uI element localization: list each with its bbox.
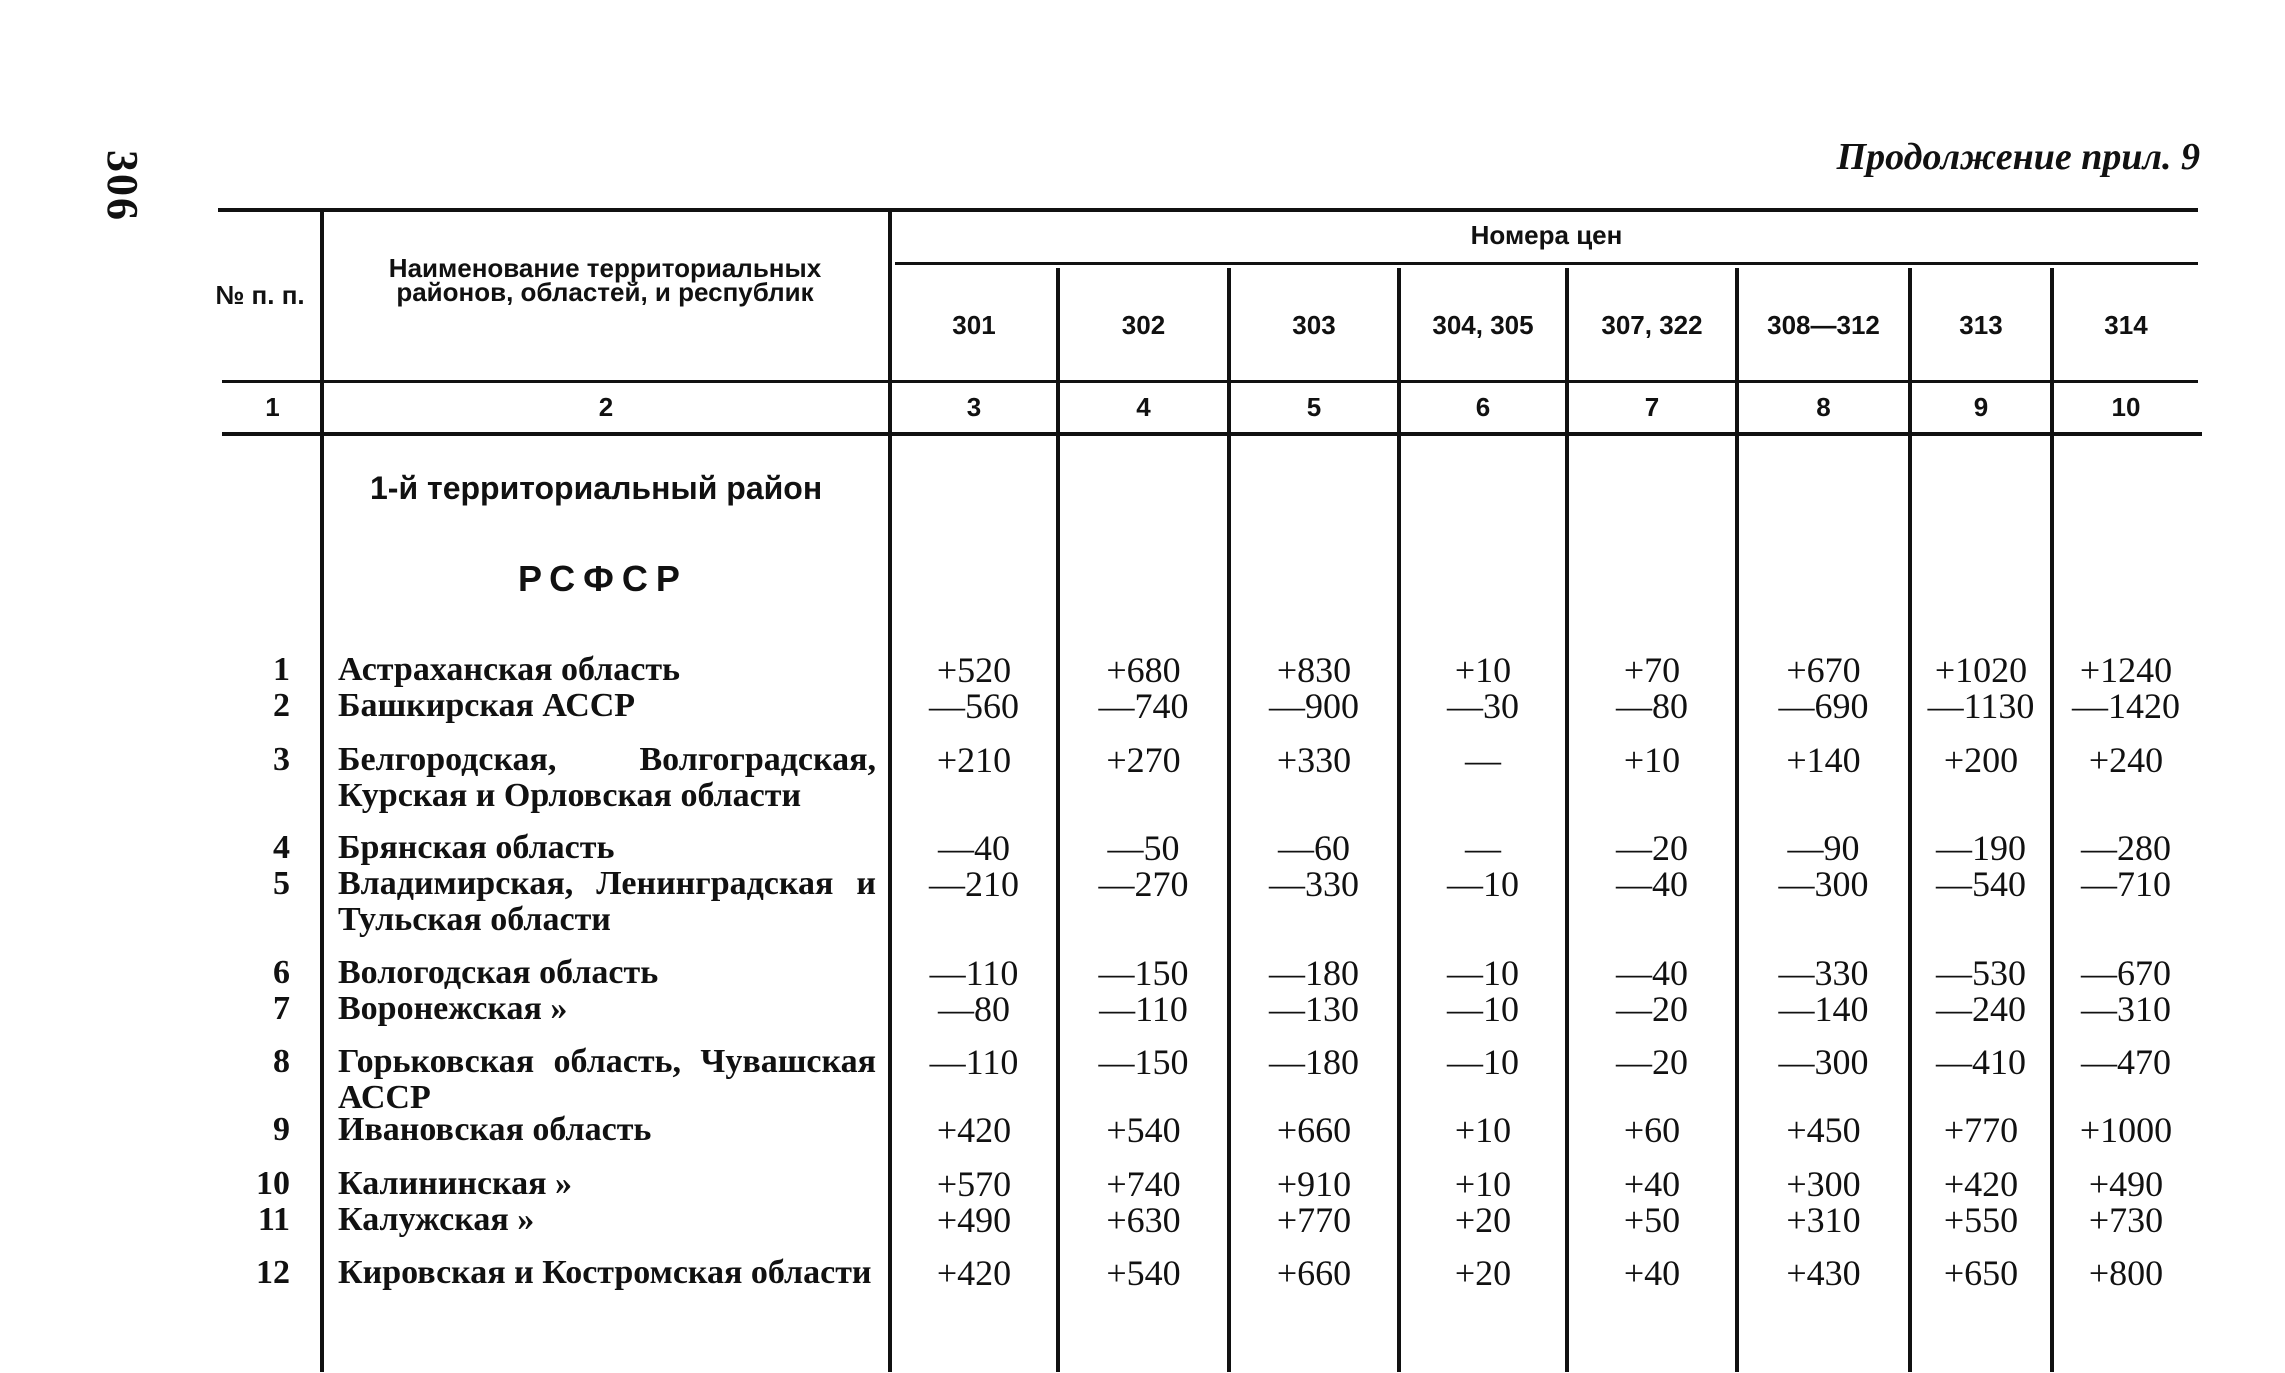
price-cell: —10 bbox=[1447, 864, 1519, 904]
row-name: Кировская и Костромская области bbox=[338, 1254, 872, 1291]
price-cell: —60 bbox=[1278, 828, 1350, 868]
colnum-6: 6 bbox=[1475, 392, 1491, 422]
price-group-rule bbox=[895, 262, 2198, 265]
price-cell: —310 bbox=[2081, 989, 2171, 1029]
table-top-rule bbox=[218, 208, 2198, 212]
colnum-2: 2 bbox=[598, 392, 614, 422]
row-name: Калужская » bbox=[338, 1201, 535, 1238]
page-number: 306 bbox=[98, 150, 147, 222]
row-number: 5 bbox=[273, 865, 290, 902]
header-bottom-rule bbox=[222, 380, 2198, 383]
row-number: 6 bbox=[273, 954, 290, 991]
price-cell: +20 bbox=[1454, 1253, 1512, 1293]
price-cell: —190 bbox=[1936, 828, 2026, 868]
price-cell: +1240 bbox=[2079, 650, 2173, 690]
colnum-5: 5 bbox=[1306, 392, 1322, 422]
price-cell: +770 bbox=[1943, 1110, 2019, 1150]
price-cell: —740 bbox=[1098, 686, 1189, 726]
price-cell: —150 bbox=[1098, 953, 1189, 993]
header-price-307-322: 307, 322 bbox=[1601, 310, 1703, 340]
header-price-301: 301 bbox=[952, 310, 996, 340]
price-cell: —900 bbox=[1269, 686, 1359, 726]
price-cell: +50 bbox=[1623, 1200, 1681, 1240]
row-name: Астраханская область bbox=[338, 651, 681, 688]
price-cell: +310 bbox=[1786, 1200, 1861, 1240]
colnum-8: 8 bbox=[1816, 392, 1831, 422]
header-col-number: № п. п. bbox=[215, 280, 305, 310]
price-cell: +10 bbox=[1454, 1110, 1512, 1150]
header-price-302: 302 bbox=[1121, 310, 1166, 340]
colnum-1: 1 bbox=[265, 392, 280, 422]
colnum-bottom-rule bbox=[222, 432, 2202, 436]
price-cell: +40 bbox=[1623, 1253, 1681, 1293]
price-cell: —1130 bbox=[1927, 686, 2035, 726]
price-cell: +830 bbox=[1276, 650, 1352, 690]
row-number: 1 bbox=[273, 651, 290, 688]
price-cell: —40 bbox=[1616, 864, 1688, 904]
price-cell: +420 bbox=[936, 1110, 1012, 1150]
price-cell: +490 bbox=[2088, 1164, 2164, 1204]
price-cell: —300 bbox=[1778, 1042, 1869, 1082]
row-number: 7 bbox=[273, 990, 290, 1027]
row-number: 4 bbox=[273, 829, 290, 866]
price-cell: +240 bbox=[2088, 740, 2164, 780]
price-cell: —470 bbox=[2081, 1042, 2171, 1082]
price-cell: —270 bbox=[1098, 864, 1189, 904]
price-cell: —410 bbox=[1936, 1042, 2026, 1082]
price-cell: +680 bbox=[1106, 650, 1181, 690]
row-name: Калининская » bbox=[338, 1165, 572, 1202]
price-cell: +770 bbox=[1276, 1200, 1352, 1240]
price-cell: —10 bbox=[1447, 1042, 1519, 1082]
price-cell: —20 bbox=[1616, 989, 1688, 1029]
row-number: 8 bbox=[273, 1043, 290, 1080]
row-number: 12 bbox=[256, 1254, 290, 1291]
price-cell: —670 bbox=[2081, 953, 2171, 993]
row-name: Ивановская область bbox=[338, 1111, 652, 1148]
price-cell: +1020 bbox=[1934, 650, 2028, 690]
price-cell: +40 bbox=[1623, 1164, 1681, 1204]
price-cell: +800 bbox=[2088, 1253, 2164, 1293]
row-name: Воронежская » bbox=[338, 990, 568, 1027]
price-cell: +550 bbox=[1943, 1200, 2019, 1240]
header-price-308-312: 308—312 bbox=[1767, 310, 1880, 340]
row-number: 10 bbox=[256, 1165, 290, 1202]
price-cell: +210 bbox=[936, 740, 1012, 780]
price-cell: +520 bbox=[936, 650, 1012, 690]
price-cell: +10 bbox=[1623, 740, 1681, 780]
price-cell: +450 bbox=[1786, 1110, 1861, 1150]
price-cell: +10 bbox=[1454, 1164, 1512, 1204]
price-cell: +60 bbox=[1623, 1110, 1681, 1150]
price-cell: +420 bbox=[936, 1253, 1012, 1293]
price-cell: —140 bbox=[1778, 989, 1869, 1029]
price-cell: — bbox=[1465, 740, 1501, 780]
price-cell: +1000 bbox=[2079, 1110, 2173, 1150]
price-cell: +740 bbox=[1106, 1164, 1181, 1204]
colnum-10: 10 bbox=[2111, 392, 2141, 422]
row-number: 11 bbox=[257, 1201, 290, 1238]
price-cell: —330 bbox=[1269, 864, 1359, 904]
district-title: 1-й территориальный район bbox=[370, 470, 823, 506]
price-cell: +670 bbox=[1786, 650, 1861, 690]
price-cell: +20 bbox=[1454, 1200, 1512, 1240]
price-cell: —110 bbox=[929, 1042, 1019, 1082]
price-cell: —90 bbox=[1787, 828, 1860, 868]
price-cell: +430 bbox=[1786, 1253, 1861, 1293]
price-cell: —30 bbox=[1447, 686, 1519, 726]
price-cell: —40 bbox=[1616, 953, 1688, 993]
price-cell: —110 bbox=[929, 953, 1019, 993]
price-cell: —80 bbox=[1616, 686, 1688, 726]
price-cell: —530 bbox=[1936, 953, 2026, 993]
price-cell: —10 bbox=[1447, 989, 1519, 1029]
price-cell: —80 bbox=[938, 989, 1010, 1029]
colnum-9: 9 bbox=[1973, 392, 1989, 422]
republic-title: РСФСР bbox=[518, 558, 688, 599]
price-cell: +540 bbox=[1106, 1253, 1181, 1293]
price-cell: +630 bbox=[1106, 1200, 1181, 1240]
row-name: Вологодская область bbox=[338, 954, 659, 991]
price-cell: —110 bbox=[1099, 989, 1188, 1029]
price-cell: +140 bbox=[1786, 740, 1861, 780]
price-cell: —560 bbox=[929, 686, 1019, 726]
row-name: Башкирская АССР bbox=[338, 687, 636, 724]
price-cell: +730 bbox=[2088, 1200, 2164, 1240]
price-cell: +300 bbox=[1786, 1164, 1861, 1204]
header-price-group: Номера цен bbox=[1470, 220, 1623, 250]
price-cell: +650 bbox=[1943, 1253, 2019, 1293]
price-cell: —20 bbox=[1616, 1042, 1688, 1082]
price-cell: —40 bbox=[938, 828, 1010, 868]
row-number: 2 bbox=[273, 687, 290, 724]
price-cell: —10 bbox=[1447, 953, 1519, 993]
price-cell: —330 bbox=[1778, 953, 1869, 993]
price-cell: +330 bbox=[1276, 740, 1352, 780]
row-number: 9 bbox=[273, 1111, 290, 1148]
row-name: Белгородская, Волгоградская, Курская и Орловская области bbox=[338, 741, 876, 814]
price-cell: —1420 bbox=[2072, 686, 2180, 726]
price-cell: —180 bbox=[1269, 953, 1359, 993]
price-cell: —280 bbox=[2081, 828, 2171, 868]
price-cell: —20 bbox=[1616, 828, 1688, 868]
row-name: Брянская область bbox=[338, 829, 615, 866]
price-cell: +490 bbox=[936, 1200, 1012, 1240]
header-col-name: Наименование территориальных районов, областей, и республик bbox=[388, 253, 822, 307]
colnum-4: 4 bbox=[1136, 392, 1151, 422]
row-number: 3 bbox=[273, 741, 290, 778]
price-cell: +200 bbox=[1943, 740, 2019, 780]
price-cell: — bbox=[1465, 828, 1501, 868]
price-cell: +10 bbox=[1454, 650, 1512, 690]
price-cell: +570 bbox=[936, 1164, 1012, 1204]
price-cell: —240 bbox=[1936, 989, 2026, 1029]
price-cell: +910 bbox=[1276, 1164, 1352, 1204]
price-cell: —210 bbox=[929, 864, 1019, 904]
col-divider-1 bbox=[320, 212, 324, 1372]
price-cell: +660 bbox=[1276, 1110, 1352, 1150]
row-name: Горьковская область, Чувашская АССР bbox=[338, 1043, 876, 1116]
colnum-7: 7 bbox=[1644, 392, 1660, 422]
price-cell: +270 bbox=[1106, 740, 1181, 780]
price-cell: —540 bbox=[1936, 864, 2026, 904]
price-cell: +70 bbox=[1623, 650, 1681, 690]
header-price-314: 314 bbox=[2104, 310, 2148, 340]
price-cell: —180 bbox=[1269, 1042, 1359, 1082]
continuation-label: Продолжение прил. 9 bbox=[1836, 136, 2200, 178]
header-price-304-305: 304, 305 bbox=[1432, 310, 1534, 340]
price-cell: +660 bbox=[1276, 1253, 1352, 1293]
price-cell: —710 bbox=[2081, 864, 2171, 904]
row-name: Владимирская, Ленинградская и Тульская области bbox=[338, 865, 876, 938]
price-cell: —150 bbox=[1098, 1042, 1189, 1082]
price-cell: —300 bbox=[1778, 864, 1869, 904]
price-cell: +420 bbox=[1943, 1164, 2019, 1204]
price-cell: —130 bbox=[1269, 989, 1359, 1029]
colnum-3: 3 bbox=[966, 392, 982, 422]
header-price-303: 303 bbox=[1292, 310, 1336, 340]
header-price-313: 313 bbox=[1959, 310, 2003, 340]
price-cell: —50 bbox=[1107, 828, 1180, 868]
price-cell: —690 bbox=[1778, 686, 1869, 726]
price-cell: +540 bbox=[1106, 1110, 1181, 1150]
